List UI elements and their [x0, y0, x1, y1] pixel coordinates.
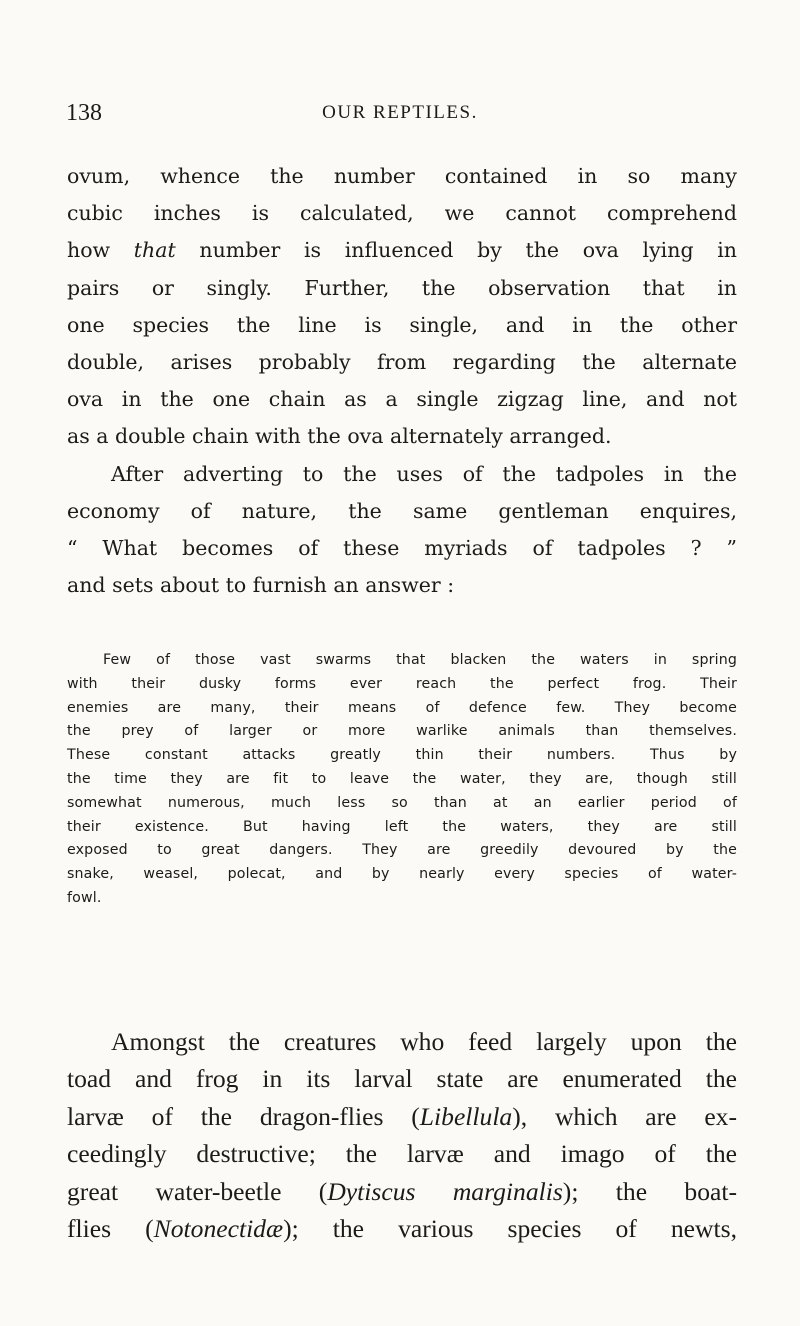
- text-line: how that number is influenced by the ova lying in: [67, 238, 738, 263]
- text-line: “ What becomes of these myriads of tadpoles ? ”: [67, 536, 737, 561]
- species-name: Dytiscus marginalis: [327, 1176, 563, 1206]
- emphasis-that: that: [133, 238, 176, 263]
- species-name: Notonectidæ: [153, 1214, 284, 1244]
- text-line: ceedingly destructive; the larvæ and imago of the: [67, 1139, 737, 1169]
- text-line: as a double chain with the ova alternately arranged.: [67, 424, 612, 449]
- text-line: and sets about to furnish an answer :: [67, 573, 455, 598]
- quote-line: snake, weasel, polecat, and by nearly every species of water-: [67, 866, 737, 883]
- main-text: [67, 158, 737, 604]
- text-line: double, arises probably from regarding the alternate: [67, 350, 737, 375]
- text-line: one species the line is single, and in the other: [67, 312, 737, 337]
- quote-line: with their dusky forms ever reach the perfect frog. Their: [67, 675, 737, 692]
- quote-line: exposed to great dangers. They are greedily devoured by the: [67, 842, 737, 859]
- text-line: Amongst the creatures who feed largely upon the: [111, 1027, 737, 1056]
- text-line: larvæ of the dragon-flies (Libellula), which are ex-: [67, 1101, 737, 1131]
- page-header: [66, 100, 734, 136]
- quote-line: These constant attacks greatly thin their numbers. Thus by: [67, 747, 737, 764]
- text-line: flies (Notonectidæ); the various species of newts,: [67, 1214, 737, 1244]
- species-name: Libellula: [419, 1101, 513, 1131]
- block-quote: [67, 649, 737, 911]
- quote-line: the time they are fit to leave the water, they are, though still: [67, 770, 737, 787]
- text-line: cubic inches is calculated, we cannot comprehend: [67, 201, 737, 226]
- quote-line: Few of those vast swarms that blacken the waters in spring: [103, 652, 737, 668]
- text-line: ova in the one chain as a single zigzag line, and not: [67, 387, 737, 412]
- text-line: ovum, whence the number contained in so many: [67, 164, 737, 188]
- text-line: great water-beetle (Dytiscus marginalis); the boat-: [67, 1176, 737, 1206]
- page-number: 138: [66, 100, 102, 126]
- quote-line: enemies are many, their means of defence few. They become: [67, 699, 737, 716]
- closing-paragraph: [67, 1023, 737, 1247]
- text-line: After adverting to the uses of the tadpoles in the: [111, 461, 737, 486]
- quote-line: fowl.: [67, 889, 102, 906]
- running-head: OUR REPTILES.: [322, 102, 478, 123]
- text-line: pairs or singly. Further, the observation that in: [67, 275, 737, 300]
- text-line: economy of nature, the same gentleman enquires,: [67, 498, 737, 523]
- quote-line: somewhat numerous, much less so than at an earlier period of: [67, 794, 737, 811]
- quote-line: the prey of larger or more warlike animals than themselves.: [67, 723, 737, 740]
- text-line: toad and frog in its larval state are enumerated the: [67, 1064, 737, 1094]
- quote-line: their existence. But having left the waters, they are still: [67, 818, 737, 835]
